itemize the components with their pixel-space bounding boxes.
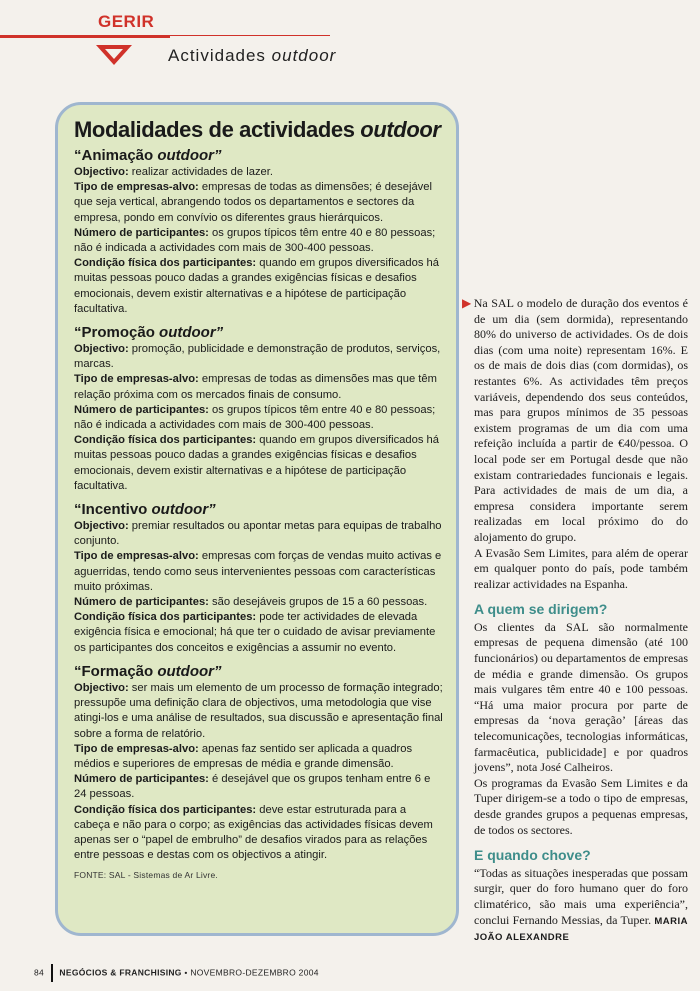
magazine-name: NEGÓCIOS & FRANCHISING bbox=[59, 967, 182, 978]
field-label: Condição física dos participantes: bbox=[74, 803, 257, 816]
modality-name-italic: outdoor” bbox=[159, 324, 224, 342]
box-title-italic: outdoor bbox=[360, 117, 441, 142]
modality-field bbox=[74, 403, 444, 433]
modality-field bbox=[74, 742, 444, 772]
page-footer bbox=[34, 964, 319, 982]
field-label: Objectivo: bbox=[74, 166, 129, 178]
article-paragraph: A Evasão Sem Limites, para além de operar em qualquer ponto do país, pode também realizar actividades na Espanha. bbox=[474, 545, 688, 591]
field-text: promoção, publicidade e demonstração de produtos, serviços, marcas. bbox=[74, 343, 441, 371]
paragraph-text: “Todas as situações inesperadas que possam surgir, quer do foro humano quer do foro climatérico, são mais uma experiência”, conclui Fernando Messias, da Tuper. bbox=[474, 865, 688, 927]
modality-name: “Formação bbox=[74, 662, 158, 680]
modality-field bbox=[74, 226, 444, 256]
article-paragraph bbox=[462, 296, 688, 546]
page-heading bbox=[168, 46, 336, 66]
field-text: premiar resultados ou apontar metas para equipas de trabalho conjunto. bbox=[74, 520, 442, 548]
field-text: deve estar estruturada para a cabeça e não para o corpo; as exigências das actividades físicas devem apenas ser o “papel de embrulho” de desafios virados para as relações entre pessoas e destas com os objectivos a atingir. bbox=[74, 803, 433, 862]
modality-field bbox=[74, 549, 444, 595]
modality-promocao bbox=[74, 324, 444, 494]
down-arrow-icon bbox=[96, 41, 132, 67]
modality-name: “Incentivo bbox=[74, 501, 152, 519]
field-label: Número de participantes: bbox=[74, 596, 209, 609]
modality-animacao bbox=[74, 147, 444, 317]
page-number: 84 bbox=[34, 967, 45, 978]
field-text: são desejáveis grupos de 15 a 60 pessoas. bbox=[208, 596, 428, 609]
author-byline: MARIA JOÃO ALEXANDRE bbox=[474, 915, 688, 944]
section-tag: GERIR bbox=[98, 12, 155, 31]
field-label: Tipo de empresas-alvo: bbox=[74, 181, 199, 194]
footer-separator: • bbox=[181, 967, 191, 978]
field-label: Condição física dos participantes: bbox=[74, 611, 257, 624]
box-title-text: Modalidades de actividades bbox=[74, 117, 361, 142]
modality-field bbox=[74, 519, 444, 549]
field-text: quando em grupos diversificados há muitas pessoas pouco dadas a grandes exigências físicas e desafios emocionais, devem existir alternativas e a hipótese de participação facultativa. bbox=[74, 434, 439, 492]
field-text: ser mais um elemento de um processo de formação integrado; pressupõe uma definição clara de objectivos, uma metodologia que vise atingi-los e uma análise de resultados, sua discussão e apresentação final sobre a forma de relatório. bbox=[74, 681, 443, 740]
field-label: Número de participantes: bbox=[74, 403, 209, 416]
modality-field bbox=[74, 595, 444, 610]
field-label: Tipo de empresas-alvo: bbox=[74, 373, 199, 386]
field-label: Objectivo: bbox=[74, 520, 129, 533]
issue-date: NOVEMBRO-DEZEMBRO 2004 bbox=[190, 967, 319, 978]
modality-heading bbox=[74, 147, 444, 164]
field-text: é desejável que os grupos tenham entre 6 e 24 pessoas. bbox=[74, 773, 431, 801]
source-note: FONTE: SAL - Sistemas de Ar Livre. bbox=[74, 870, 218, 881]
field-text: quando em grupos diversificados há muitas pessoas pouco dadas a grandes exigências físicas e desafios emocionais, devem existir alternativas e a hipótese de participação facultativa. bbox=[74, 257, 439, 315]
modality-name-italic: outdoor” bbox=[151, 501, 216, 519]
field-text: pode ter actividades de elevada exigência física e emocional; há que ter o cuidado de avisar previamente os participantes dos conceitos e exigências a assumir no evento. bbox=[74, 611, 436, 654]
modality-field bbox=[74, 342, 444, 372]
field-label: Objectivo: bbox=[74, 343, 129, 356]
footer-divider bbox=[51, 964, 53, 982]
paragraph-text: Na SAL o modelo de duração dos eventos é de um dia (sem dormida), representando 80% do universo de actividades. Os de dois dias (com uma noite) representam 16%. E os de mais de dois dias (com dormidas), os restantes 6%. As actividades têm preços variáveis, dependendo dos seus conteúdos, mas para grupos mínimos de 35 pessoas existem programas de um dia com uma refeição incluída a partir de €40/pessoa. O local pode ser em Portugal desde que não existam contrariedades funcionais e legais. Para actividades de mais de um dia, a empresa considera importante serem realizadas em local próximo do do alojamento do grupo. bbox=[473, 296, 688, 544]
modality-field bbox=[74, 681, 444, 742]
field-text: apenas faz sentido ser aplicada a quadros médios e superiores de empresas de média e grande dimensão. bbox=[74, 742, 413, 770]
field-label: Condição física dos participantes: bbox=[74, 434, 257, 447]
modality-heading bbox=[74, 663, 444, 680]
modality-name: “Animação bbox=[74, 147, 158, 164]
field-label: Objectivo: bbox=[74, 681, 129, 694]
modality-field bbox=[74, 433, 444, 494]
page-heading-text: Actividades bbox=[168, 46, 272, 65]
page-heading-italic: outdoor bbox=[271, 46, 337, 65]
modality-heading bbox=[74, 324, 444, 341]
modality-field bbox=[74, 803, 444, 864]
field-text: realizar actividades de lazer. bbox=[128, 166, 273, 178]
article-paragraph: Os programas da Evasão Sem Limites e da Tuper dirigem-se a todo o tipo de empresas, desde grandes grupos a pequenas empresas, de todos os sectores. bbox=[474, 775, 688, 837]
subheading: E quando chove? bbox=[474, 847, 591, 864]
modality-field bbox=[74, 772, 444, 802]
modality-name: “Promoção bbox=[74, 324, 160, 342]
field-text: empresas de todas as dimensões; é desejável que seja vertical, abrangendo todos os departamentos e sectores da empresa, pondo em convívio os diferentes graus hierárquicos. bbox=[74, 181, 432, 224]
header-rule bbox=[0, 35, 170, 38]
modality-field bbox=[74, 165, 444, 180]
field-text: os grupos típicos têm entre 40 e 80 pessoas; não é indicada a actividades com mais de 300-400 pessoas. bbox=[74, 226, 436, 255]
article-column bbox=[462, 296, 688, 946]
modality-heading bbox=[74, 501, 444, 518]
modality-field bbox=[74, 256, 444, 317]
modality-name-italic: outdoor” bbox=[157, 662, 222, 680]
triangle-bullet-icon: ▶ bbox=[462, 296, 472, 310]
article-paragraph bbox=[474, 866, 688, 946]
modality-incentivo bbox=[74, 501, 444, 656]
field-text: empresas de todas as dimensões mas que têm relação próxima com os mercados finais de consumo. bbox=[74, 373, 437, 401]
field-label: Condição física dos participantes: bbox=[74, 257, 257, 270]
modalities-box bbox=[55, 102, 459, 936]
modality-field bbox=[74, 372, 444, 402]
field-text: os grupos típicos têm entre 40 e 80 pessoas; não é indicada a actividades com mais de 300-400 pessoas. bbox=[74, 403, 436, 432]
field-label: Tipo de empresas-alvo: bbox=[74, 550, 199, 563]
subheading: A quem se dirigem? bbox=[474, 601, 608, 618]
header-rule-thin bbox=[170, 35, 330, 36]
field-label: Número de participantes: bbox=[74, 226, 209, 239]
box-title bbox=[74, 117, 444, 143]
field-text: empresas com forças de vendas muito activas e aguerridas, tendo como seus intervenientes pessoas com características muito próximas. bbox=[74, 550, 442, 593]
modality-formacao bbox=[74, 663, 444, 863]
modality-field bbox=[74, 180, 444, 226]
modality-field bbox=[74, 610, 444, 656]
modality-name-italic: outdoor” bbox=[157, 147, 222, 164]
field-label: Tipo de empresas-alvo: bbox=[74, 742, 199, 755]
article-paragraph: Os clientes da SAL são normalmente empresas de pequena dimensão (até 100 funcionários) ou departamentos de empresas de média e grande dimensão. Os grupos mais vulgares têm entre 40 e 100 pessoas. “Há uma maior procura por parte de empresas da ‘nova geração’ [áreas das telecomunicações, tecnologias informáticas, farmacêutica, publicidade] e por quadros jovens”, nota José Calheiros. bbox=[474, 619, 688, 775]
field-label: Número de participantes: bbox=[74, 773, 209, 786]
